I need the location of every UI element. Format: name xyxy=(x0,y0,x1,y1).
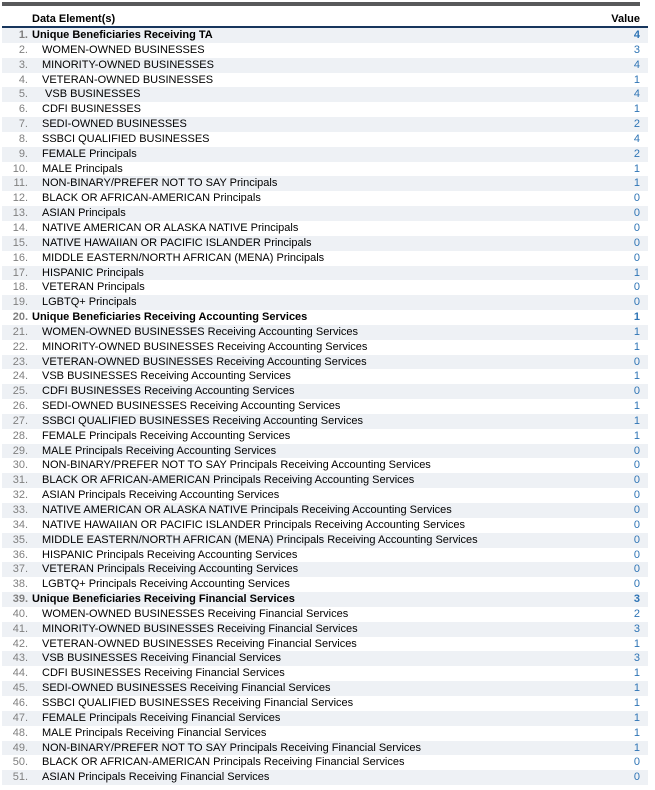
table-row xyxy=(2,458,648,473)
row-label: SSBCI QUALIFIED BUSINESSES Receiving Accounting Services xyxy=(42,414,363,427)
row-label: NATIVE AMERICAN OR ALASKA NATIVE Principals Receiving Accounting Services xyxy=(42,504,452,516)
data-elements-table xyxy=(2,6,648,785)
table-row xyxy=(2,147,648,162)
row-number: 4. xyxy=(18,73,28,86)
row-value: 1 xyxy=(633,414,640,427)
row-value: 0 xyxy=(633,236,640,249)
row-number: 35. xyxy=(12,533,28,546)
table-row xyxy=(2,295,648,310)
row-value: 0 xyxy=(633,518,640,531)
row-value: 4 xyxy=(633,58,640,71)
column-header-value: Value xyxy=(611,13,640,25)
row-number: 5. xyxy=(18,88,28,101)
row-number: 1. xyxy=(18,29,28,41)
row-label: NON-BINARY/PREFER NOT TO SAY Principals xyxy=(42,177,278,190)
row-value: 0 xyxy=(633,548,640,561)
row-label: VETERAN-OWNED BUSINESSES Receiving Financial Services xyxy=(42,637,357,650)
row-label: BLACK OR AFRICAN-AMERICAN Principals Receiving Accounting Services xyxy=(42,474,415,487)
row-label: VSB BUSINESSES xyxy=(42,88,141,101)
table-row xyxy=(2,681,648,696)
row-value: 1 xyxy=(633,400,640,413)
row-label: MIDDLE EASTERN/NORTH AFRICAN (MENA) Principals Receiving Accounting Services xyxy=(42,533,478,546)
row-label: CDFI BUSINESSES Receiving Financial Services xyxy=(42,667,285,680)
table-row xyxy=(2,444,648,459)
row-value: 0 xyxy=(633,563,640,576)
row-label: LGBTQ+ Principals xyxy=(42,296,137,309)
row-value: 0 xyxy=(633,444,640,457)
row-label: WOMEN-OWNED BUSINESSES xyxy=(42,43,205,56)
row-value: 0 xyxy=(633,756,640,769)
row-label: VETERAN Principals xyxy=(42,281,145,294)
row-value: 4 xyxy=(633,88,640,101)
row-label: CDFI BUSINESSES xyxy=(42,103,142,116)
row-label: BLACK OR AFRICAN-AMERICAN Principals xyxy=(42,192,261,205)
row-number: 14. xyxy=(12,221,28,234)
table-row xyxy=(2,533,648,548)
row-number: 31. xyxy=(12,474,28,487)
row-value: 3 xyxy=(633,652,640,665)
row-number: 45. xyxy=(12,682,28,695)
row-number: 25. xyxy=(12,385,28,398)
table-row xyxy=(2,132,648,147)
row-label: ASIAN Principals xyxy=(42,207,126,220)
table-row xyxy=(2,651,648,666)
row-number: 40. xyxy=(12,607,28,620)
row-value: 2 xyxy=(633,607,640,620)
row-value: 1 xyxy=(633,726,640,739)
row-number: 30. xyxy=(12,459,28,472)
row-value: 0 xyxy=(633,771,640,784)
row-number: 6. xyxy=(18,103,28,116)
table-row xyxy=(2,251,648,266)
table-row xyxy=(2,770,648,785)
row-value: 1 xyxy=(633,370,640,383)
table-row xyxy=(2,562,648,577)
row-value: 1 xyxy=(633,340,640,353)
row-value: 0 xyxy=(633,504,640,516)
row-number: 17. xyxy=(12,266,28,279)
row-value: 0 xyxy=(633,355,640,368)
row-label: VETERAN Principals Receiving Accounting Services xyxy=(42,563,299,576)
row-label: NATIVE AMERICAN OR ALASKA NATIVE Principals xyxy=(42,221,299,234)
row-number: 26. xyxy=(12,400,28,413)
row-value: 0 xyxy=(633,578,640,591)
row-label: LGBTQ+ Principals Receiving Accounting Services xyxy=(42,578,290,591)
row-label: Unique Beneficiaries Receiving Financial Services xyxy=(32,593,295,606)
section-header-row xyxy=(2,592,648,607)
row-value: 1 xyxy=(633,73,640,86)
row-number: 20. xyxy=(12,311,28,324)
table-row xyxy=(2,666,648,681)
row-number: 51. xyxy=(12,771,28,784)
row-value: 2 xyxy=(633,118,640,131)
row-label: ASIAN Principals Receiving Accounting Services xyxy=(42,489,280,502)
row-label: NON-BINARY/PREFER NOT TO SAY Principals Receiving Financial Services xyxy=(42,741,422,754)
row-label: FEMALE Principals Receiving Accounting Services xyxy=(42,429,291,442)
row-number: 19. xyxy=(12,296,28,309)
row-value: 3 xyxy=(633,622,640,635)
row-number: 21. xyxy=(12,325,28,338)
row-number: 8. xyxy=(18,132,28,145)
row-label: MALE Principals Receiving Accounting Services xyxy=(42,444,277,457)
row-number: 42. xyxy=(12,637,28,650)
table-row xyxy=(2,473,648,488)
row-number: 12. xyxy=(12,192,28,205)
row-value: 0 xyxy=(633,385,640,398)
row-label: VSB BUSINESSES Receiving Accounting Services xyxy=(42,370,291,383)
row-value: 2 xyxy=(633,147,640,160)
row-value: 1 xyxy=(633,162,640,175)
row-number: 50. xyxy=(12,756,28,769)
row-label: MIDDLE EASTERN/NORTH AFRICAN (MENA) Principals xyxy=(42,251,325,264)
row-value: 0 xyxy=(633,192,640,205)
table-row xyxy=(2,162,648,177)
row-label: WOMEN-OWNED BUSINESSES Receiving Financial Services xyxy=(42,607,349,620)
row-number: 33. xyxy=(12,504,28,516)
row-number: 41. xyxy=(12,622,28,635)
table-row xyxy=(2,266,648,281)
table-body xyxy=(2,28,648,785)
row-label: Unique Beneficiaries Receiving TA xyxy=(32,29,213,41)
row-label: ASIAN Principals Receiving Financial Services xyxy=(42,771,270,784)
row-number: 23. xyxy=(12,355,28,368)
row-label: SSBCI QUALIFIED BUSINESSES xyxy=(42,132,210,145)
row-number: 11. xyxy=(13,177,28,190)
row-value: 1 xyxy=(633,177,640,190)
row-number: 32. xyxy=(12,489,28,502)
row-number: 15. xyxy=(12,236,28,249)
row-label: BLACK OR AFRICAN-AMERICAN Principals Receiving Financial Services xyxy=(42,756,405,769)
row-value: 3 xyxy=(633,593,640,606)
row-value: 1 xyxy=(633,311,640,324)
row-number: 24. xyxy=(12,370,28,383)
row-number: 28. xyxy=(12,429,28,442)
row-value: 4 xyxy=(633,132,640,145)
table-row xyxy=(2,622,648,637)
row-value: 0 xyxy=(633,533,640,546)
row-number: 48. xyxy=(12,726,28,739)
column-header-data-element: Data Element(s) xyxy=(32,13,116,25)
row-number: 9. xyxy=(18,147,28,160)
row-number: 49. xyxy=(12,741,28,754)
table-row xyxy=(2,755,648,770)
row-label: WOMEN-OWNED BUSINESSES Receiving Accounting Services xyxy=(42,325,359,338)
row-number: 47. xyxy=(12,711,28,724)
row-number: 44. xyxy=(12,667,28,680)
row-value: 1 xyxy=(633,429,640,442)
table-row xyxy=(2,58,648,73)
row-number: 3. xyxy=(18,58,28,71)
row-value: 4 xyxy=(633,29,640,41)
table-header-row xyxy=(2,6,648,28)
row-value: 0 xyxy=(633,281,640,294)
row-number: 46. xyxy=(12,696,28,709)
table-row xyxy=(2,325,648,340)
row-number: 18. xyxy=(12,281,28,294)
table-row xyxy=(2,548,648,563)
row-value: 0 xyxy=(633,251,640,264)
table-row xyxy=(2,414,648,429)
row-value: 1 xyxy=(633,741,640,754)
table-row xyxy=(2,369,648,384)
row-value: 1 xyxy=(633,266,640,279)
row-number: 37. xyxy=(12,563,28,576)
table-row xyxy=(2,206,648,221)
table-row xyxy=(2,577,648,592)
table-row xyxy=(2,637,648,652)
row-value: 0 xyxy=(633,489,640,502)
row-number: 27. xyxy=(12,414,28,427)
row-label: SEDI-OWNED BUSINESSES xyxy=(42,118,187,131)
table-row xyxy=(2,384,648,399)
table-row xyxy=(2,176,648,191)
row-number: 16. xyxy=(12,251,28,264)
row-number: 39. xyxy=(12,593,28,606)
row-value: 1 xyxy=(633,637,640,650)
table-row xyxy=(2,221,648,236)
row-number: 36. xyxy=(12,548,28,561)
row-label: VSB BUSINESSES Receiving Financial Services xyxy=(42,652,282,665)
row-label: CDFI BUSINESSES Receiving Accounting Services xyxy=(42,385,295,398)
table-row xyxy=(2,488,648,503)
table-row xyxy=(2,73,648,88)
row-value: 0 xyxy=(633,221,640,234)
table-row xyxy=(2,340,648,355)
table-row xyxy=(2,726,648,741)
table-row xyxy=(2,355,648,370)
table-row xyxy=(2,429,648,444)
row-label: Unique Beneficiaries Receiving Accounting Services xyxy=(32,311,308,324)
row-number: 7. xyxy=(18,118,28,131)
table-row xyxy=(2,236,648,251)
row-value: 1 xyxy=(633,667,640,680)
row-number: 38. xyxy=(12,578,28,591)
row-value: 1 xyxy=(633,711,640,724)
row-number: 13. xyxy=(12,207,28,220)
row-label: HISPANIC Principals Receiving Accounting Services xyxy=(42,548,298,561)
table-row xyxy=(2,741,648,756)
row-label: NATIVE HAWAIIAN OR PACIFIC ISLANDER Principals xyxy=(42,236,312,249)
row-number: 22. xyxy=(12,340,28,353)
row-value: 0 xyxy=(633,207,640,220)
row-label: NATIVE HAWAIIAN OR PACIFIC ISLANDER Principals Receiving Accounting Services xyxy=(42,518,466,531)
row-value: 0 xyxy=(633,459,640,472)
row-label: SEDI-OWNED BUSINESSES Receiving Financial Services xyxy=(42,682,331,695)
table-row xyxy=(2,280,648,295)
section-header-row xyxy=(2,310,648,325)
row-value: 1 xyxy=(633,325,640,338)
section-header-row xyxy=(2,28,648,43)
table-row xyxy=(2,117,648,132)
table-row xyxy=(2,399,648,414)
row-value: 0 xyxy=(633,474,640,487)
row-number: 10. xyxy=(12,162,28,175)
row-value: 1 xyxy=(633,103,640,116)
table-row xyxy=(2,607,648,622)
row-number: 43. xyxy=(12,652,28,665)
row-label: MINORITY-OWNED BUSINESSES Receiving Financial Services xyxy=(42,622,358,635)
row-value: 1 xyxy=(633,696,640,709)
row-number: 29. xyxy=(12,444,28,457)
row-label: HISPANIC Principals xyxy=(42,266,144,279)
table-row xyxy=(2,696,648,711)
row-label: FEMALE Principals Receiving Financial Services xyxy=(42,711,281,724)
row-label: SEDI-OWNED BUSINESSES Receiving Accounting Services xyxy=(42,400,341,413)
row-label: VETERAN-OWNED BUSINESSES Receiving Accounting Services xyxy=(42,355,367,368)
row-label: FEMALE Principals xyxy=(42,147,137,160)
row-label: MALE Principals Receiving Financial Services xyxy=(42,726,267,739)
table-row xyxy=(2,43,648,58)
row-label: VETERAN-OWNED BUSINESSES xyxy=(42,73,214,86)
table-row xyxy=(2,87,648,102)
table-row xyxy=(2,711,648,726)
row-label: MALE Principals xyxy=(42,162,123,175)
table-row xyxy=(2,518,648,533)
table-row xyxy=(2,503,648,518)
table-row xyxy=(2,191,648,206)
row-value: 0 xyxy=(633,296,640,309)
row-number: 2. xyxy=(18,43,28,56)
table-row xyxy=(2,102,648,117)
row-value: 1 xyxy=(633,682,640,695)
row-label: SSBCI QUALIFIED BUSINESSES Receiving Financial Services xyxy=(42,696,354,709)
row-value: 3 xyxy=(633,43,640,56)
row-label: NON-BINARY/PREFER NOT TO SAY Principals Receiving Accounting Services xyxy=(42,459,431,472)
row-number: 34. xyxy=(12,518,28,531)
row-label: MINORITY-OWNED BUSINESSES Receiving Accounting Services xyxy=(42,340,368,353)
row-label: MINORITY-OWNED BUSINESSES xyxy=(42,58,214,71)
